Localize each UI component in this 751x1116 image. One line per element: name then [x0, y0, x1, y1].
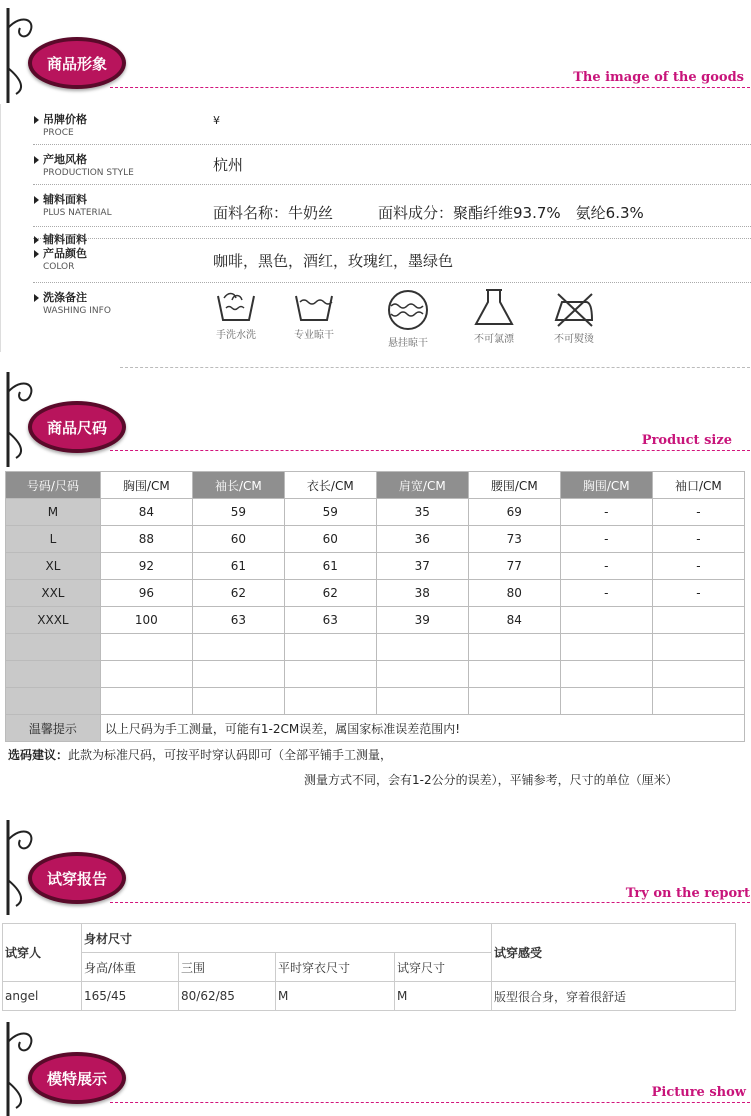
wash-item [279, 288, 349, 341]
size-value-cell: 77 [468, 553, 560, 580]
section-eng-trial: Try on the report [625, 886, 750, 901]
size-value-cell: 35 [376, 499, 468, 526]
size-value-cell [468, 661, 560, 688]
size-value-cell: 63 [192, 607, 284, 634]
size-advice-line1: 此款为标准尺码，可按平时穿认码即可（全部平铺手工测量， [68, 748, 393, 762]
section-eng-size: Product size [641, 433, 732, 448]
no-iron-icon [550, 288, 598, 328]
divider [110, 87, 750, 88]
size-value-cell [652, 607, 744, 634]
section-title-size: 商品尺码 [28, 401, 126, 453]
wash-item [539, 288, 609, 345]
size-table-row [6, 688, 745, 715]
product-info-panel [0, 104, 751, 352]
size-value-cell [284, 661, 376, 688]
size-value-cell: 80 [468, 580, 560, 607]
size-advice-line2: 测量方式不同，会有1-2公分的误差），平铺参考，尺寸的单位（厘米） [304, 773, 678, 787]
size-value-cell: 37 [376, 553, 468, 580]
size-table-row [6, 526, 745, 553]
size-header-cell: 袖口/CM [652, 472, 744, 499]
wash-label: 不可氯漂 [474, 334, 514, 345]
info-label-en: PROCE [43, 128, 74, 138]
size-value-cell: - [560, 553, 652, 580]
info-label-en: COLOR [43, 262, 75, 272]
hand-wash-icon [214, 288, 258, 324]
info-label: 产品颜色 [33, 247, 87, 260]
wash-label: 悬挂晾干 [388, 338, 428, 349]
size-value-cell [100, 661, 192, 688]
size-value-cell: 92 [100, 553, 192, 580]
size-value-cell [192, 661, 284, 688]
size-label-cell [6, 688, 101, 715]
size-value-cell [192, 634, 284, 661]
size-value-cell: 69 [468, 499, 560, 526]
trial-subheader: 身高/体重 [82, 953, 179, 982]
size-value-cell: 60 [192, 526, 284, 553]
divider [110, 902, 750, 903]
size-value-cell [468, 634, 560, 661]
size-value-cell: 59 [284, 499, 376, 526]
size-value-cell: 96 [100, 580, 192, 607]
size-advice-label: 选码建议： [8, 748, 69, 762]
trial-subheader: 试穿尺寸 [395, 953, 492, 982]
trial-table [2, 923, 736, 1011]
trial-subheader: 三围 [179, 953, 276, 982]
info-row-material [33, 184, 751, 227]
wash-item [459, 288, 529, 345]
info-row-color [33, 238, 751, 283]
size-value-cell [376, 634, 468, 661]
trial-height-weight: 165/45 [82, 982, 179, 1011]
trial-feel-header: 试穿感受 [492, 924, 736, 982]
size-value-cell: 62 [192, 580, 284, 607]
size-header-cell: 腰围/CM [468, 472, 560, 499]
size-value-cell: - [560, 526, 652, 553]
size-table-row [6, 499, 745, 526]
size-value-cell: 100 [100, 607, 192, 634]
trial-tester-header: 试穿人 [3, 924, 82, 982]
size-value-cell: - [560, 580, 652, 607]
size-value-cell: 61 [284, 553, 376, 580]
size-value-cell: 73 [468, 526, 560, 553]
size-value-cell: - [652, 553, 744, 580]
size-advice [8, 746, 392, 763]
size-label-cell [6, 661, 101, 688]
size-label-cell: M [6, 499, 101, 526]
size-value-cell [284, 634, 376, 661]
size-note-row [6, 715, 745, 742]
size-table-header [6, 472, 745, 499]
section-separator [120, 367, 750, 368]
size-label-cell: L [6, 526, 101, 553]
size-value-cell: 62 [284, 580, 376, 607]
info-label-en: PRODUCTION STYLE [43, 168, 134, 178]
wash-item [201, 288, 271, 341]
trial-tried-size: M [395, 982, 492, 1011]
info-label: 辅料面料 [33, 193, 87, 206]
trial-measurements: 80/62/85 [179, 982, 276, 1011]
size-value-cell: - [652, 526, 744, 553]
wash-label: 不可熨烫 [554, 334, 594, 345]
size-value-cell: 88 [100, 526, 192, 553]
size-header-cell: 袖长/CM [192, 472, 284, 499]
info-row-price [33, 104, 751, 145]
size-value-cell: 59 [192, 499, 284, 526]
info-value: 杭州 [213, 156, 244, 174]
size-value-cell [652, 634, 744, 661]
size-value-cell [376, 688, 468, 715]
section-title-trial: 试穿报告 [28, 852, 126, 904]
size-value-cell [100, 634, 192, 661]
size-value-cell [284, 688, 376, 715]
size-note-label: 温馨提示 [6, 715, 101, 742]
size-table-row [6, 607, 745, 634]
size-table-body [6, 499, 745, 715]
section-eng-image: The image of the goods [573, 70, 744, 85]
size-value-cell [652, 688, 744, 715]
size-header-cell: 号码/尺码 [6, 472, 101, 499]
washing-icons [1, 288, 751, 352]
info-value: 咖啡，黑色，酒红，玫瑰红，墨绿色 [213, 252, 454, 270]
info-label: 辅料面料 [33, 233, 87, 246]
size-label-cell: XXXL [6, 607, 101, 634]
info-label: 洗涤备注 [33, 291, 87, 304]
trial-body-header: 身材尺寸 [82, 924, 492, 953]
info-label-en: PLUS NATERIAL [43, 208, 112, 218]
size-header-cell: 衣长/CM [284, 472, 376, 499]
trial-feel: 版型很合身，穿着很舒适 [492, 982, 736, 1011]
size-header-cell: 肩宽/CM [376, 472, 468, 499]
size-label-cell: XXL [6, 580, 101, 607]
size-value-cell [652, 661, 744, 688]
size-value-cell [100, 688, 192, 715]
section-title-image: 商品形象 [28, 37, 126, 89]
size-header-cell: 胸围/CM [100, 472, 192, 499]
wash-label: 专业晾干 [294, 330, 334, 341]
divider [110, 1102, 750, 1103]
size-label-cell: XL [6, 553, 101, 580]
wash-label: 手洗水洗 [216, 330, 256, 341]
size-value-cell [376, 661, 468, 688]
dry-clean-icon [292, 288, 336, 324]
info-label: 产地风格 [33, 153, 87, 166]
size-value-cell: - [560, 499, 652, 526]
info-value: 面料名称：牛奶丝 面料成分：聚酯纤维93.7% 氨纶6.3% [213, 204, 644, 222]
size-value-cell: - [652, 580, 744, 607]
section-eng-model: Picture show [651, 1085, 746, 1100]
size-value-cell: - [652, 499, 744, 526]
size-value-cell [192, 688, 284, 715]
trial-name: angel [3, 982, 82, 1011]
size-label-cell [6, 634, 101, 661]
hang-dry-icon [386, 288, 430, 332]
no-bleach-icon [472, 288, 516, 328]
size-value-cell [560, 688, 652, 715]
size-value-cell: 39 [376, 607, 468, 634]
size-table-row [6, 553, 745, 580]
size-value-cell: 36 [376, 526, 468, 553]
size-table-row [6, 634, 745, 661]
size-value-cell: 84 [100, 499, 192, 526]
wash-item [373, 288, 443, 349]
info-label-en: WASHING INFO [43, 306, 111, 316]
size-note-text: 以上尺码为手工测量，可能有1-2CM误差，属国家标准误差范围内! [100, 715, 744, 742]
size-value-cell: 84 [468, 607, 560, 634]
size-value-cell [560, 607, 652, 634]
size-value-cell [468, 688, 560, 715]
size-table-row [6, 661, 745, 688]
trial-subheader: 平时穿衣尺寸 [276, 953, 395, 982]
info-value: ¥ [213, 114, 220, 127]
size-value-cell [560, 634, 652, 661]
info-label: 吊牌价格 [33, 113, 87, 126]
section-title-model: 模特展示 [28, 1052, 126, 1104]
size-table-row [6, 580, 745, 607]
size-value-cell [560, 661, 652, 688]
trial-row [3, 982, 736, 1011]
info-row-origin [33, 144, 751, 185]
size-header-cell: 胸围/CM [560, 472, 652, 499]
size-value-cell: 63 [284, 607, 376, 634]
size-table [5, 471, 745, 742]
trial-usual-size: M [276, 982, 395, 1011]
size-value-cell: 60 [284, 526, 376, 553]
divider [110, 450, 750, 451]
size-value-cell: 61 [192, 553, 284, 580]
size-value-cell: 38 [376, 580, 468, 607]
